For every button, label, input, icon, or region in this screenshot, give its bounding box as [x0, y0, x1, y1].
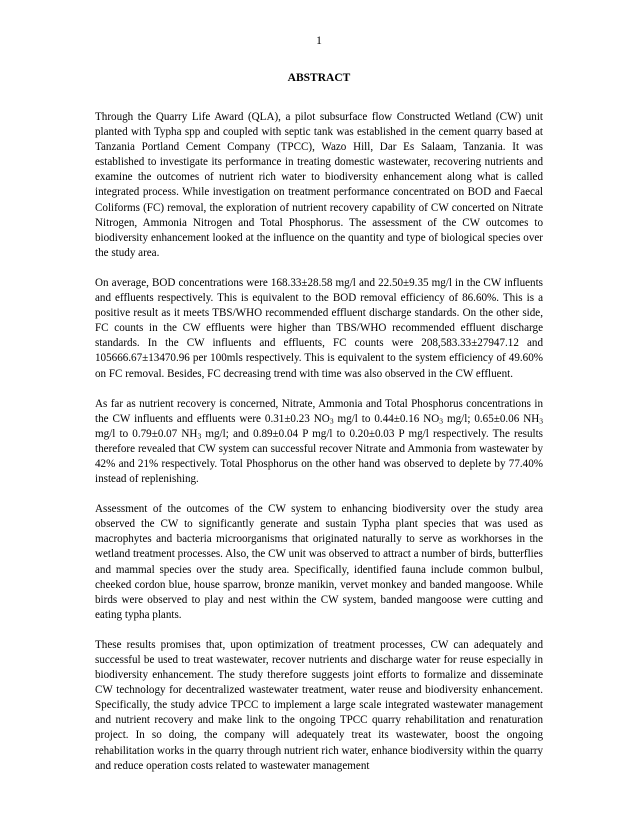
abstract-paragraph-3 — [95, 397, 543, 488]
p3-text-3: mg/l; 0.65±0.06 NH — [443, 412, 540, 425]
p3-text-2: mg/l to 0.44±0.16 NO — [333, 412, 440, 425]
p3-text-1: As far as nutrient recovery is concerned, Nitrate, Ammonia and Total Phosphorus concentrations in the CW influents and effluents were 0.31±0.23 NO — [95, 397, 543, 425]
abstract-body — [95, 110, 543, 774]
abstract-paragraph-2: On average, BOD concentrations were 168.33±28.58 mg/l and 22.50±9.35 mg/l in the CW influents and effluents respectively. This is equivalent to the BOD removal efficiency of 86.60%. This is a positive result as it meets TBS/WHO recommended effluent discharge standards. On the other side, FC counts in the CW effluents were higher than TBS/WHO recommended effluent discharge standards. In the CW influents and effluents, FC counts were 208,583.33±27947.12 and 105666.67±13470.96 per 100mls respectively. This is equivalent to the system efficiency of 49.60% on FC removal. Besides, FC decreasing trend with time was also observed in the CW effluent. — [95, 276, 543, 380]
abstract-paragraph-4: Assessment of the outcomes of the CW system to enhancing biodiversity over the study area observed the CW to significantly generate and sustain Typha plant species that was used as macrophytes and bacteria microorganisms that originated naturally to serve as workhorses in the wetland treatment processes. Also, the CW unit was observed to attract a number of birds, butterflies and mammal species over the study area. Specifically, identified fauna include common bulbul, cheeked cordon blue, house sparrow, bronze manikin, vervet monkey and banded mangoose. While birds were observed to play and nest within the CW system, banded mangoose were cutting and eating typha plants. — [95, 503, 543, 621]
p3-subscript-3: 3 — [539, 416, 543, 426]
abstract-heading: ABSTRACT — [287, 72, 351, 84]
p3-subscript-2: 3 — [439, 416, 444, 426]
abstract-paragraph-5: These results promises that, upon optimization of treatment processes, CW can adequately and successful be used to treat wastewater, recover nutrients and discharge water for reuse especially in biodiversity enhancement. The study therefore suggests joint efforts to formalize and disseminate CW technology for decentralized wastewater treatment, water reuse and biodiversity enhancement. Specifically, the study advice TPCC to implement a large scale integrated wastewater management and nutrient recovery and make link to the ongoing TPCC quarry rehabilitation and renaturation project. In so doing, the company will adequately treat its wastewater, boost the ongoing rehabilitation works in the quarry through nutrient rich water, enhance biodiversity within the quarry and reduce operation costs related to wastewater management — [95, 638, 543, 772]
page-number: 1 — [316, 35, 322, 47]
p3-text-4: mg/l to 0.79±0.07 NH — [95, 427, 198, 440]
p3-text-5: mg/l; and 0.89±0.04 P mg/l to 0.20±0.03 P mg/l respectively. The results therefore revealed that CW system can successful recover Nitrate and Ammonia from wastewater by 42% and 21% respectively. Total Phosphorus on the other hand was observed to deplete by 77.40% instead of replenishing. — [95, 427, 544, 486]
abstract-paragraph-1: Through the Quarry Life Award (QLA), a pilot subsurface flow Constructed Wetland (CW) unit planted with Typha spp and coupled with septic tank was established in the cement quarry based at Tanzania Portland Cement Company (TPCC), Wazo Hill, Dar Es Salaam, Tanzania. It was established to investigate its performance in treating domestic wastewater, recovering nutrients and examine the outcomes of nutrient rich water to biodiversity enhancement along what is called integrated process. While investigation on treatment performance concentrated on BOD and Faecal Coliforms (FC) removal, the exploration of nutrient recovery capability of CW concerted on Nitrate Nitrogen, Ammonia Nitrogen and Total Phosphorus. The assessment of the CW outcomes to biodiversity enhancement looked at the influence on the quantity and type of biological species over the study area. — [95, 111, 543, 259]
p3-subscript-4: 3 — [197, 431, 202, 441]
p3-subscript-1: 3 — [329, 416, 334, 426]
